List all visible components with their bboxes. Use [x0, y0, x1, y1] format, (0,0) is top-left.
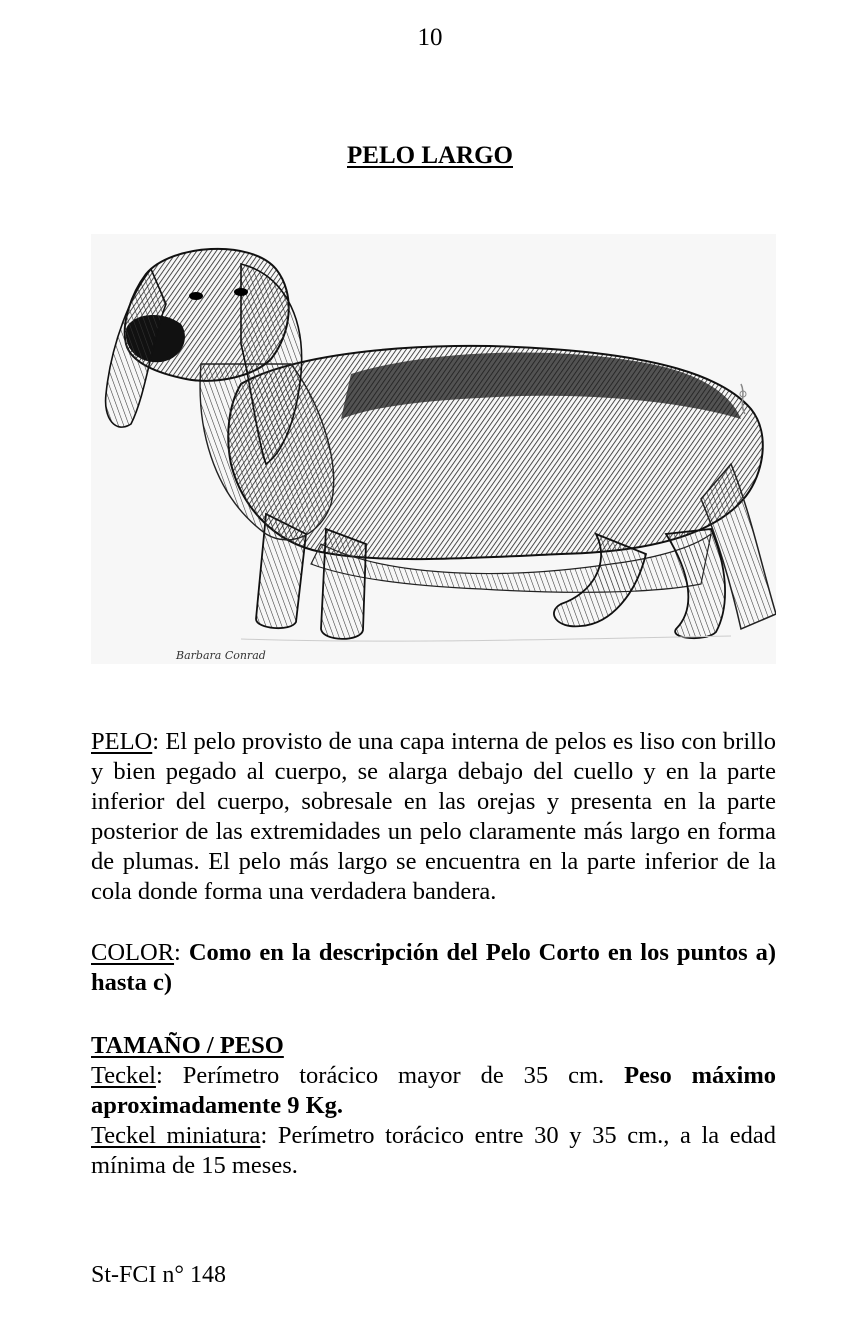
- long-haired-dachshund-drawing-icon: [91, 234, 776, 664]
- mini-label: Teckel miniatura: [91, 1122, 261, 1149]
- section-heading: PELO LARGO: [347, 142, 513, 169]
- mini-paragraph: Teckel miniatura: Perímetro torácico entre 30 y 35 cm., a la edad mínima de 15 meses.: [91, 1122, 776, 1179]
- color-label: COLOR: [91, 939, 175, 966]
- pelo-text: El pelo provisto de una capa interna de pelos es liso con brillo y bien pegado al cuerpo, se alarga debajo del cuello y en la parte inferior del cuerpo, sobresale en las orejas y presenta en la parte posterior de las extremidades un pelo claramente más largo en forma de plumas. El pelo más largo se encuentra en la parte inferior de la cola donde forma una verdadera bandera.: [91, 728, 776, 905]
- color-paragraph: COLOR: Como en la descripción del Pelo Corto en los puntos a) hasta c): [91, 939, 776, 996]
- page-footer: St-FCI n° 148: [91, 1262, 226, 1288]
- teckel-text: Perímetro torácico mayor de 35 cm.: [182, 1062, 605, 1089]
- tamano-peso-section: [91, 1031, 776, 1181]
- tamano-heading: TAMAÑO / PESO: [91, 1032, 284, 1059]
- artist-signature: Barbara Conrad: [176, 649, 266, 662]
- teckel-label: Teckel: [91, 1062, 156, 1089]
- teckel-weight: Peso máximo aproximadamente 9 Kg.: [91, 1062, 777, 1119]
- mini-text: Perímetro torácico entre 30 y 35 cm., a la edad mínima de 15 meses.: [91, 1122, 776, 1179]
- teckel-paragraph: Teckel: Perímetro torácico mayor de 35 cm. Peso máximo aproximadamente 9 Kg.: [91, 1062, 777, 1119]
- color-text: Como en la descripción del Pelo Corto en los puntos a) hasta c): [91, 939, 776, 996]
- pelo-label: PELO: [91, 728, 153, 755]
- pelo-paragraph: PELO: El pelo provisto de una capa interna de pelos es liso con brillo y bien pegado al cuerpo, se alarga debajo del cuello y en la parte inferior del cuerpo, sobresale en las orejas y presenta en la parte posterior de las extremidades un pelo claramente más largo en forma de plumas. El pelo más largo se encuentra en la parte inferior de la cola donde forma una verdadera bandera.: [91, 728, 776, 905]
- dachshund-illustration: [91, 234, 776, 664]
- page-number: 10: [417, 24, 443, 51]
